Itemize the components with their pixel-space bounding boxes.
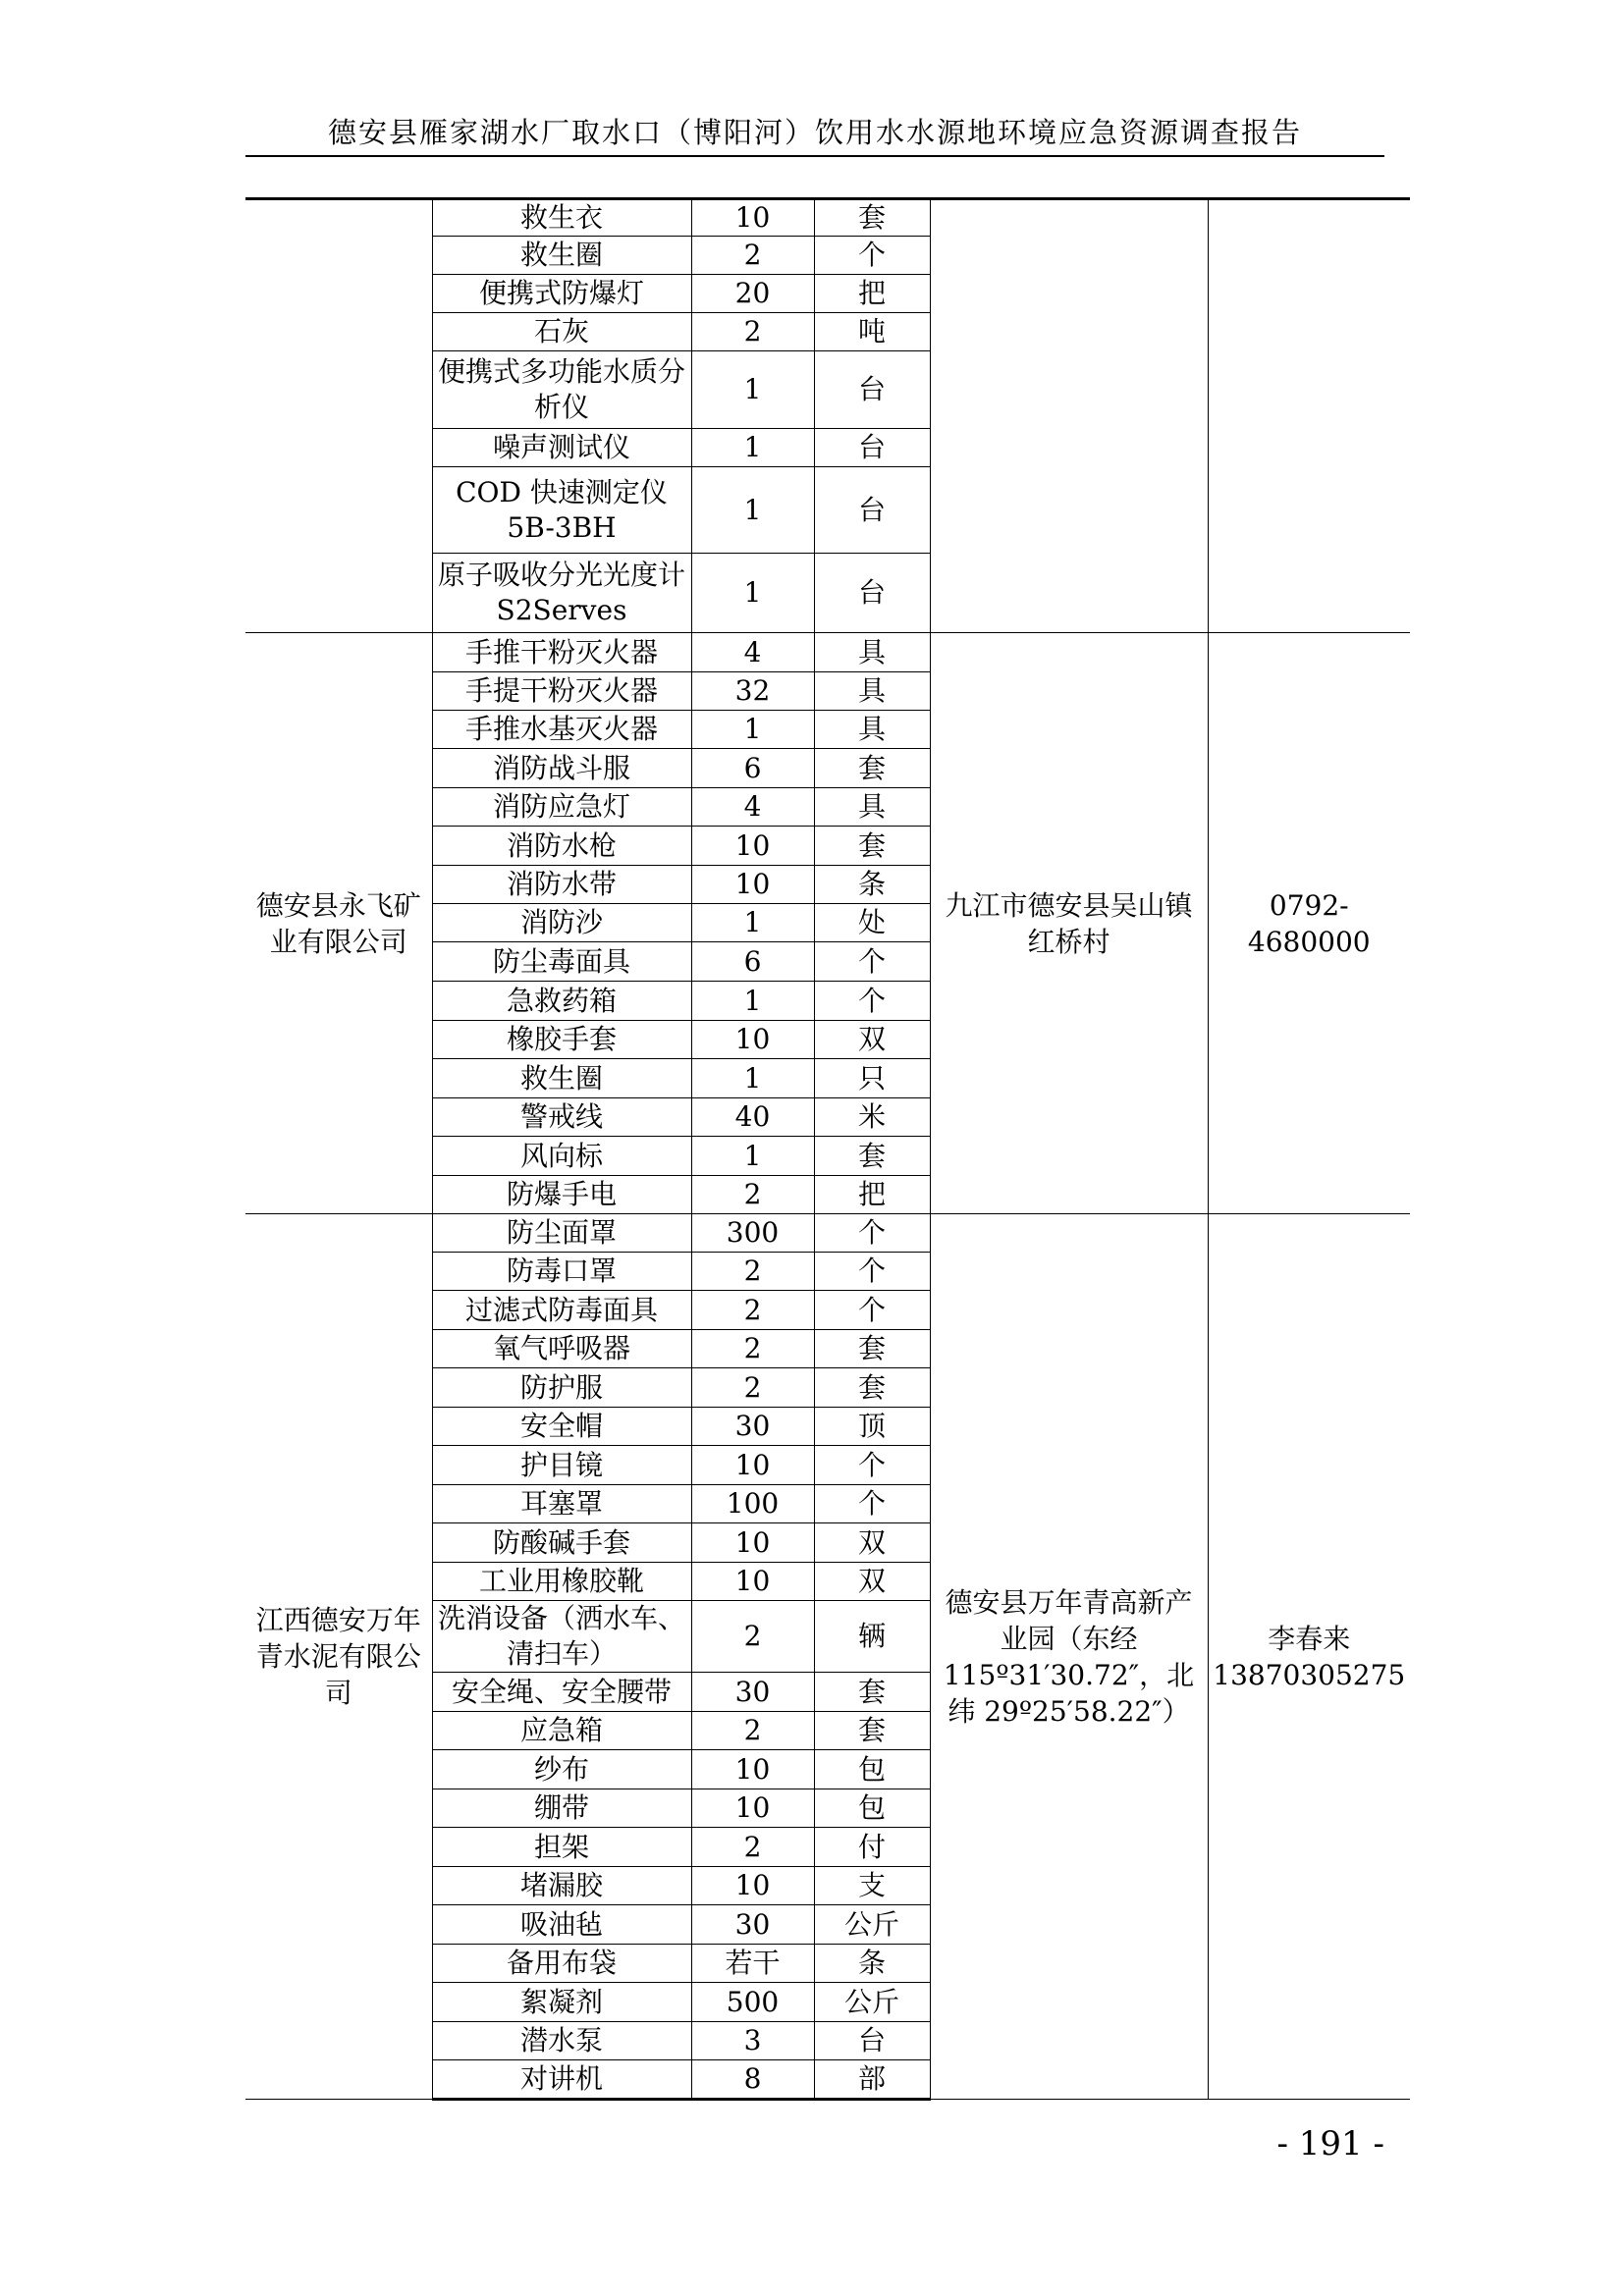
- item-name-cell: 便携式防爆灯: [432, 275, 691, 313]
- contact-cell: 0792-4680000: [1208, 633, 1410, 1214]
- item-name-cell: 防毒口罩: [432, 1253, 691, 1291]
- item-name-cell: 防爆手电: [432, 1176, 691, 1214]
- item-unit-cell: 套: [814, 1673, 930, 1712]
- item-qty-cell: 10: [691, 1021, 814, 1059]
- item-name-cell: 防酸碱手套: [432, 1523, 691, 1563]
- page-header: 德安县雁家湖水厂取水口（博阳河）饮用水水源地环境应急资源调查报告: [245, 110, 1384, 157]
- item-name-cell: 救生衣: [432, 199, 691, 237]
- item-name-cell: 洗消设备（洒水车、清扫车）: [432, 1601, 691, 1673]
- item-unit-cell: 具: [814, 672, 930, 711]
- item-unit-cell: 双: [814, 1523, 930, 1563]
- item-qty-cell: 2: [691, 1176, 814, 1214]
- item-unit-cell: 公斤: [814, 1983, 930, 2022]
- address-cell: [930, 199, 1208, 633]
- item-unit-cell: 部: [814, 2060, 930, 2100]
- item-qty-cell: 6: [691, 749, 814, 788]
- item-qty-cell: 1: [691, 982, 814, 1021]
- item-qty-cell: 10: [691, 1750, 814, 1789]
- organization-cell: 江西德安万年青水泥有限公司: [245, 1214, 432, 2100]
- item-unit-cell: 吨: [814, 313, 930, 351]
- item-name-cell: 警戒线: [432, 1098, 691, 1137]
- item-name-cell: 氧气呼吸器: [432, 1330, 691, 1368]
- item-unit-cell: 只: [814, 1059, 930, 1098]
- item-unit-cell: 个: [814, 1253, 930, 1291]
- item-name-cell: 防尘面罩: [432, 1214, 691, 1253]
- item-name-cell: 过滤式防毒面具: [432, 1291, 691, 1330]
- item-qty-cell: 40: [691, 1098, 814, 1137]
- item-unit-cell: 台: [814, 2022, 930, 2060]
- item-qty-cell: 2: [691, 1712, 814, 1750]
- item-unit-cell: 个: [814, 1291, 930, 1330]
- item-qty-cell: 1: [691, 1059, 814, 1098]
- item-unit-cell: 处: [814, 904, 930, 942]
- item-qty-cell: 8: [691, 2060, 814, 2100]
- item-qty-cell: 2: [691, 1368, 814, 1408]
- item-unit-cell: 个: [814, 237, 930, 275]
- item-name-cell: 备用布袋: [432, 1945, 691, 1983]
- table-row: [245, 1214, 1410, 1253]
- item-qty-cell: 32: [691, 672, 814, 711]
- item-qty-cell: 若干: [691, 1945, 814, 1983]
- item-name-cell: 石灰: [432, 313, 691, 351]
- item-name-cell: 工业用橡胶靴: [432, 1563, 691, 1601]
- item-qty-cell: 10: [691, 866, 814, 904]
- item-unit-cell: 套: [814, 1712, 930, 1750]
- item-qty-cell: 2: [691, 1291, 814, 1330]
- item-unit-cell: 支: [814, 1867, 930, 1905]
- item-qty-cell: 30: [691, 1408, 814, 1446]
- item-name-cell: 消防应急灯: [432, 788, 691, 827]
- item-name-cell: 急救药箱: [432, 982, 691, 1021]
- item-unit-cell: 顶: [814, 1408, 930, 1446]
- item-unit-cell: 辆: [814, 1601, 930, 1673]
- address-cell: 九江市德安县吴山镇红桥村: [930, 633, 1208, 1214]
- item-unit-cell: 米: [814, 1098, 930, 1137]
- item-qty-cell: 30: [691, 1905, 814, 1945]
- item-qty-cell: 10: [691, 1523, 814, 1563]
- item-name-cell: 消防水带: [432, 866, 691, 904]
- item-unit-cell: 套: [814, 1330, 930, 1368]
- table-row: [245, 633, 1410, 672]
- item-qty-cell: 1: [691, 904, 814, 942]
- organization-cell: 德安县永飞矿业有限公司: [245, 633, 432, 1214]
- item-unit-cell: 套: [814, 1368, 930, 1408]
- item-qty-cell: 2: [691, 1253, 814, 1291]
- item-name-cell: 橡胶手套: [432, 1021, 691, 1059]
- item-name-cell: 安全帽: [432, 1408, 691, 1446]
- item-qty-cell: 500: [691, 1983, 814, 2022]
- item-name-cell: 堵漏胶: [432, 1867, 691, 1905]
- item-qty-cell: 2: [691, 237, 814, 275]
- item-unit-cell: 套: [814, 1137, 930, 1176]
- item-qty-cell: 6: [691, 942, 814, 982]
- item-unit-cell: 包: [814, 1750, 930, 1789]
- item-qty-cell: 30: [691, 1673, 814, 1712]
- contact-cell: [1208, 199, 1410, 633]
- item-name-cell: 安全绳、安全腰带: [432, 1673, 691, 1712]
- item-unit-cell: 具: [814, 711, 930, 749]
- item-qty-cell: 1: [691, 711, 814, 749]
- resource-table: [245, 197, 1410, 2101]
- item-unit-cell: 具: [814, 788, 930, 827]
- item-unit-cell: 个: [814, 1485, 930, 1523]
- item-qty-cell: 10: [691, 827, 814, 866]
- item-qty-cell: 10: [691, 1446, 814, 1485]
- item-qty-cell: 10: [691, 1867, 814, 1905]
- item-unit-cell: 双: [814, 1563, 930, 1601]
- item-unit-cell: 台: [814, 351, 930, 429]
- item-qty-cell: 10: [691, 1563, 814, 1601]
- item-unit-cell: 套: [814, 749, 930, 788]
- item-name-cell: 吸油毡: [432, 1905, 691, 1945]
- contact-cell: 李春来 13870305275: [1208, 1214, 1410, 2100]
- item-unit-cell: 台: [814, 554, 930, 633]
- item-qty-cell: 1: [691, 1137, 814, 1176]
- item-qty-cell: 1: [691, 429, 814, 467]
- item-unit-cell: 公斤: [814, 1905, 930, 1945]
- item-unit-cell: 包: [814, 1789, 930, 1828]
- item-name-cell: 绷带: [432, 1789, 691, 1828]
- item-name-cell: 手推水基灭火器: [432, 711, 691, 749]
- item-qty-cell: 3: [691, 2022, 814, 2060]
- item-name-cell: 防护服: [432, 1368, 691, 1408]
- item-unit-cell: 个: [814, 1214, 930, 1253]
- item-name-cell: 消防战斗服: [432, 749, 691, 788]
- organization-cell: [245, 199, 432, 633]
- item-qty-cell: 1: [691, 351, 814, 429]
- item-qty-cell: 2: [691, 1330, 814, 1368]
- item-name-cell: 原子吸收分光光度计 S2Serves: [432, 554, 691, 633]
- item-unit-cell: 把: [814, 275, 930, 313]
- page-number: - 191 -: [1276, 2124, 1384, 2163]
- item-name-cell: 手推干粉灭火器: [432, 633, 691, 672]
- item-name-cell: 风向标: [432, 1137, 691, 1176]
- item-unit-cell: 套: [814, 199, 930, 237]
- item-unit-cell: 具: [814, 633, 930, 672]
- item-name-cell: 絮凝剂: [432, 1983, 691, 2022]
- item-name-cell: 应急箱: [432, 1712, 691, 1750]
- item-qty-cell: 1: [691, 554, 814, 633]
- item-name-cell: 消防水枪: [432, 827, 691, 866]
- item-qty-cell: 4: [691, 788, 814, 827]
- item-qty-cell: 2: [691, 1828, 814, 1867]
- address-cell: 德安县万年青高新产业园（东经 115º31′30.72″，北纬 29º25′58.22″）: [930, 1214, 1208, 2100]
- item-unit-cell: 双: [814, 1021, 930, 1059]
- item-unit-cell: 把: [814, 1176, 930, 1214]
- item-unit-cell: 付: [814, 1828, 930, 1867]
- item-qty-cell: 20: [691, 275, 814, 313]
- item-name-cell: 噪声测试仪: [432, 429, 691, 467]
- item-name-cell: 纱布: [432, 1750, 691, 1789]
- item-qty-cell: 2: [691, 313, 814, 351]
- item-name-cell: 救生圈: [432, 1059, 691, 1098]
- item-name-cell: 救生圈: [432, 237, 691, 275]
- item-name-cell: 消防沙: [432, 904, 691, 942]
- item-name-cell: 护目镜: [432, 1446, 691, 1485]
- item-name-cell: 便携式多功能水质分析仪: [432, 351, 691, 429]
- item-qty-cell: 10: [691, 199, 814, 237]
- table-row: [245, 199, 1410, 237]
- item-name-cell: 防尘毒面具: [432, 942, 691, 982]
- item-name-cell: COD 快速测定仪 5B-3BH: [432, 467, 691, 554]
- item-name-cell: 潜水泵: [432, 2022, 691, 2060]
- item-unit-cell: 条: [814, 866, 930, 904]
- item-qty-cell: 10: [691, 1789, 814, 1828]
- item-unit-cell: 个: [814, 942, 930, 982]
- item-qty-cell: 2: [691, 1601, 814, 1673]
- item-unit-cell: 条: [814, 1945, 930, 1983]
- item-qty-cell: 100: [691, 1485, 814, 1523]
- item-qty-cell: 1: [691, 467, 814, 554]
- item-name-cell: 手提干粉灭火器: [432, 672, 691, 711]
- item-name-cell: 耳塞罩: [432, 1485, 691, 1523]
- item-unit-cell: 台: [814, 429, 930, 467]
- item-unit-cell: 个: [814, 1446, 930, 1485]
- item-name-cell: 对讲机: [432, 2060, 691, 2100]
- item-unit-cell: 个: [814, 982, 930, 1021]
- item-qty-cell: 300: [691, 1214, 814, 1253]
- item-unit-cell: 套: [814, 827, 930, 866]
- item-unit-cell: 台: [814, 467, 930, 554]
- item-qty-cell: 4: [691, 633, 814, 672]
- item-name-cell: 担架: [432, 1828, 691, 1867]
